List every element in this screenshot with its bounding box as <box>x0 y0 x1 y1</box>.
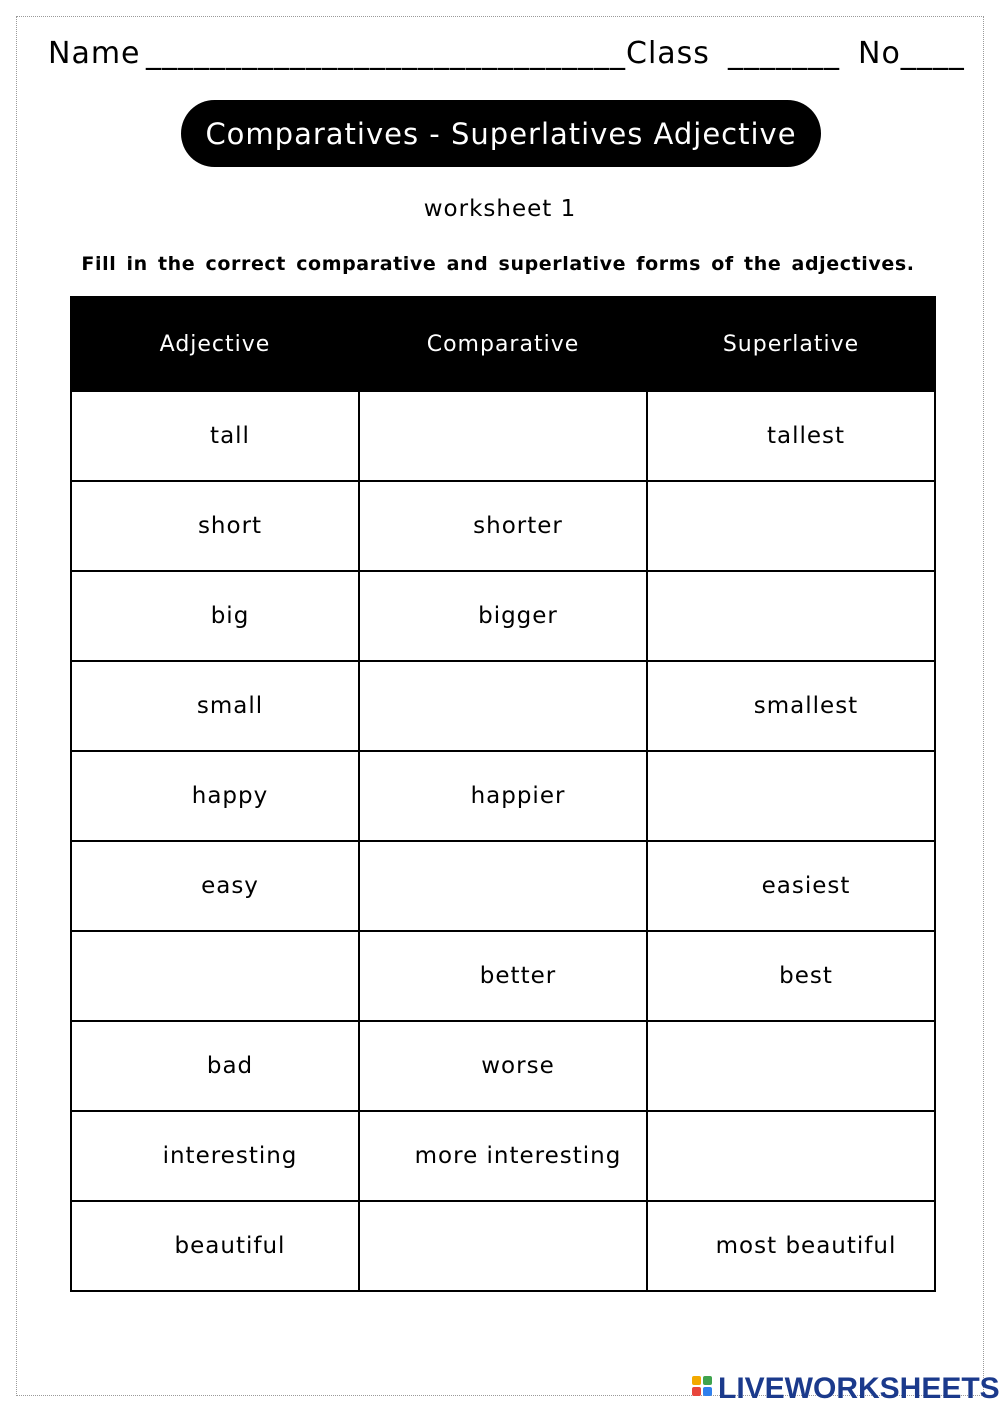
cell-superlative: smallest <box>647 661 935 751</box>
cell-adjective: interesting <box>71 1111 359 1201</box>
table-row <box>71 661 935 751</box>
liveworksheets-logo <box>692 1372 1000 1406</box>
answer-blank-adjective[interactable] <box>71 931 359 1021</box>
cell-superlative: tallest <box>647 391 935 481</box>
cell-adjective: small <box>71 661 359 751</box>
table-row <box>71 841 935 931</box>
table-row <box>71 481 935 571</box>
table-header-row <box>71 297 935 391</box>
cell-adjective: easy <box>71 841 359 931</box>
class-field[interactable]: _______ <box>728 36 840 71</box>
student-info-line <box>48 36 965 80</box>
answer-blank-superlative[interactable] <box>647 751 935 841</box>
answer-blank-comparative[interactable] <box>359 391 647 481</box>
worksheet-title: Comparatives - Superlatives Adjective <box>181 100 821 167</box>
cell-adjective: beautiful <box>71 1201 359 1291</box>
cell-comparative: more interesting <box>359 1111 647 1201</box>
adjective-table <box>70 296 936 1292</box>
cell-superlative: best <box>647 931 935 1021</box>
cell-comparative: worse <box>359 1021 647 1111</box>
cell-adjective: happy <box>71 751 359 841</box>
table-row <box>71 1111 935 1201</box>
cell-comparative: shorter <box>359 481 647 571</box>
column-header-superlative: Superlative <box>647 297 935 391</box>
answer-blank-comparative[interactable] <box>359 841 647 931</box>
answer-blank-superlative[interactable] <box>647 1021 935 1111</box>
table-row <box>71 391 935 481</box>
answer-blank-comparative[interactable] <box>359 1201 647 1291</box>
answer-blank-comparative[interactable] <box>359 661 647 751</box>
column-header-comparative: Comparative <box>359 297 647 391</box>
class-label: Class <box>626 36 710 71</box>
table-row <box>71 1021 935 1111</box>
cell-comparative: better <box>359 931 647 1021</box>
column-header-adjective: Adjective <box>71 297 359 391</box>
worksheet-subtitle: worksheet 1 <box>423 196 577 222</box>
table-row <box>71 931 935 1021</box>
instruction-text: Fill in the correct comparative and superlative forms of the adjectives. <box>81 253 915 275</box>
answer-blank-superlative[interactable] <box>647 1111 935 1201</box>
answer-blank-superlative[interactable] <box>647 481 935 571</box>
logo-mark-icon <box>692 1374 714 1404</box>
table-row <box>71 1201 935 1291</box>
cell-adjective: short <box>71 481 359 571</box>
cell-comparative: bigger <box>359 571 647 661</box>
answer-blank-superlative[interactable] <box>647 571 935 661</box>
logo-text: LIVEWORKSHEETS <box>718 1372 1000 1405</box>
cell-adjective: tall <box>71 391 359 481</box>
cell-superlative: easiest <box>647 841 935 931</box>
cell-superlative: most beautiful <box>647 1201 935 1291</box>
cell-adjective: bad <box>71 1021 359 1111</box>
cell-adjective: big <box>71 571 359 661</box>
table-row <box>71 751 935 841</box>
number-field[interactable]: No____ <box>858 36 965 71</box>
name-field[interactable]: ______________________________ <box>146 36 626 71</box>
table-row <box>71 571 935 661</box>
cell-comparative: happier <box>359 751 647 841</box>
name-label: Name <box>48 36 141 71</box>
